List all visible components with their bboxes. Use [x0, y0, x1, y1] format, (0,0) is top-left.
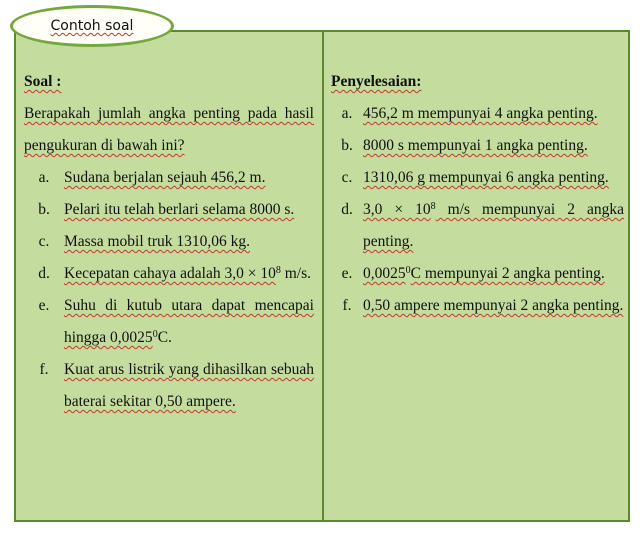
answer-item-b	[331, 130, 624, 162]
example-table	[14, 30, 630, 522]
answer-column	[331, 66, 624, 322]
answer-heading: Penyelesaian:	[331, 73, 422, 90]
item-marker: e.	[341, 265, 353, 282]
item-marker: b.	[341, 137, 353, 154]
item-text: 8000 s mempunyai 1 angka penting.	[363, 137, 588, 154]
question-item-f	[24, 354, 314, 418]
question-item-d	[24, 258, 314, 290]
item-text: Kuat arus listrik yang dihasilkan sebuah baterai sekitar 0,50 ampere.	[64, 361, 314, 410]
item-marker: e.	[38, 297, 50, 314]
item-marker: f.	[39, 361, 49, 378]
item-text: Massa mobil truk 1310,06 kg.	[64, 233, 250, 250]
item-text: 1310,06 g mempunyai 6 angka penting.	[363, 169, 609, 186]
item-text: Sudana berjalan sejauh 456,2 m.	[64, 169, 266, 186]
question-heading: Soal :	[24, 73, 62, 90]
answer-item-c	[331, 162, 624, 194]
item-text: Kecepatan cahaya adalah $3,0 \times 10^8$ m/s.	[64, 265, 312, 282]
item-marker: c.	[38, 233, 50, 250]
title: Contoh soal	[50, 18, 134, 34]
item-marker: c.	[341, 169, 353, 186]
answer-item-d	[331, 194, 624, 258]
item-marker: a.	[341, 105, 353, 122]
question-item-b	[24, 194, 314, 226]
item-marker: d.	[38, 265, 50, 282]
question-item-a	[24, 162, 314, 194]
question-column	[24, 66, 314, 418]
item-text: 0,0025$^0$C mempunyai 2 angka penting.	[363, 265, 605, 282]
item-text: 456,2 m mempunyai 4 angka penting.	[363, 105, 598, 122]
question-text: Berapakah jumlah angka penting pada hasil pengukuran di bawah ini?	[24, 105, 314, 154]
item-marker: b.	[38, 201, 50, 218]
item-text: $3,0 \times 10^8$ m/s mempunyai 2 angka penting.	[363, 201, 624, 250]
answer-item-f	[331, 290, 624, 322]
title-badge	[10, 5, 174, 47]
answer-item-a	[331, 98, 624, 130]
answer-item-e	[331, 258, 624, 290]
item-marker: a.	[38, 169, 50, 186]
item-marker: d.	[341, 201, 353, 218]
column-divider	[322, 32, 324, 520]
item-text: Pelari itu telah berlari selama 8000 s.	[64, 201, 295, 218]
item-marker: f.	[342, 297, 352, 314]
question-item-e	[24, 290, 314, 354]
item-text: 0,50 ampere mempunyai 2 angka penting.	[363, 297, 624, 314]
item-text: Suhu di kutub utara dapat mencapai hingga 0,0025$^0$C.	[64, 297, 314, 346]
question-item-c	[24, 226, 314, 258]
